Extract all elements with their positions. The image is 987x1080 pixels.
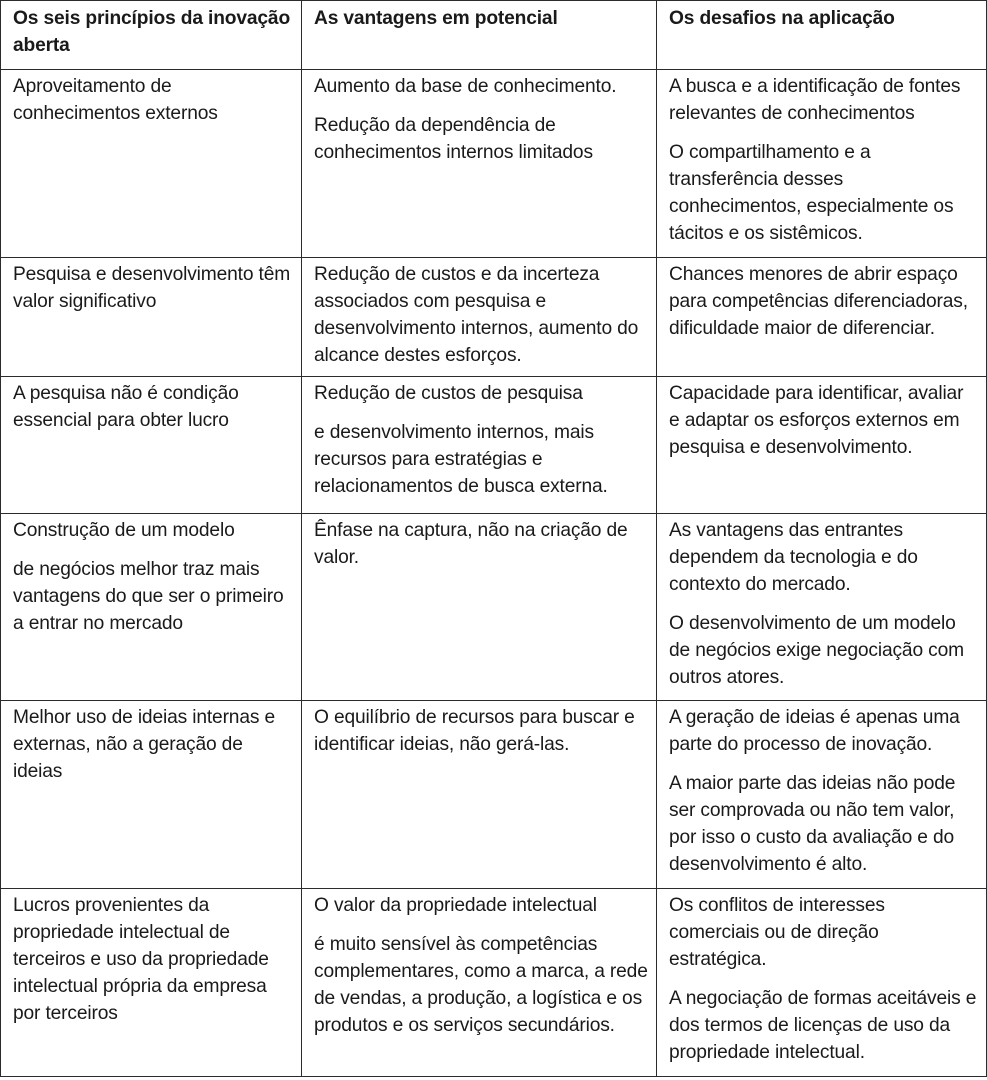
advantages-cell [302,377,657,514]
cell-paragraph: Redução de custos e da incerteza associados com pesquisa e desenvolvimento internos, aumento do alcance destes esforços. [314,264,639,366]
cell-paragraph: Chances menores de abrir espaço para competências diferenciadoras, dificuldade maior de diferenciar. [669,264,968,339]
cell-paragraph: O compartilhamento e a transferência desses conhecimentos, especialmente os tácitos e os sistêmicos. [669,142,954,244]
cell-paragraph: A busca e a identificação de fontes relevantes de conhecimentos [669,76,961,124]
header-principles: Os seis princípios da inovação aberta [1,1,302,70]
principle-cell [1,258,302,377]
cell-paragraph: Os conflitos de interesses comerciais ou de direção estratégica. [669,895,885,970]
table-row [1,258,987,377]
advantages-cell [302,701,657,889]
cell-paragraph: A maior parte das ideias não pode ser comprovada ou não tem valor, por isso o custo da avaliação e do desenvolvimento é alto. [669,773,956,875]
advantages-cell [302,258,657,377]
cell-paragraph: e desenvolvimento internos, mais recursos para estratégias e relacionamentos de busca externa. [314,422,608,497]
cell-paragraph: Melhor uso de ideias internas e externas, não a geração de ideias [13,707,275,782]
cell-paragraph: Redução de custos de pesquisa [314,383,583,404]
cell-paragraph: Lucros provenientes da propriedade intelectual de terceiros e uso da propriedade intelectual própria da empresa por terceiros [13,895,269,1024]
header-challenges: Os desafios na aplicação [657,1,987,70]
challenges-cell [657,258,987,377]
table-row [1,889,987,1077]
cell-paragraph: O desenvolvimento de um modelo de negócios exige negociação com outros atores. [669,613,964,688]
advantages-cell [302,70,657,258]
advantages-cell [302,514,657,701]
principle-cell [1,514,302,701]
cell-paragraph: A pesquisa não é condição essencial para obter lucro [13,383,239,431]
principle-cell [1,889,302,1077]
cell-paragraph: Ênfase na captura, não na criação de valor. [314,520,628,568]
cell-paragraph: As vantagens das entrantes dependem da tecnologia e do contexto do mercado. [669,520,918,595]
challenges-cell [657,377,987,514]
principle-cell [1,377,302,514]
principle-cell [1,701,302,889]
cell-paragraph: Redução da dependência de conhecimentos internos limitados [314,115,593,163]
table-row [1,514,987,701]
challenges-cell [657,889,987,1077]
cell-paragraph: Pesquisa e desenvolvimento têm valor significativo [13,264,291,312]
cell-paragraph: O equilíbrio de recursos para buscar e identificar ideias, não gerá-las. [314,707,635,755]
challenges-cell [657,701,987,889]
header-advantages: As vantagens em potencial [302,1,657,70]
table-row [1,701,987,889]
cell-paragraph: O valor da propriedade intelectual [314,895,597,916]
cell-paragraph: Aumento da base de conhecimento. [314,76,617,97]
cell-paragraph: é muito sensível às competências complementares, como a marca, a rede de vendas, a produção, a logística e os produtos e os serviços secundários. [314,934,648,1036]
table-row [1,377,987,514]
cell-paragraph: de negócios melhor traz mais vantagens do que ser o primeiro a entrar no mercado [13,559,284,634]
principle-cell [1,70,302,258]
table-row [1,70,987,258]
challenges-cell [657,514,987,701]
cell-paragraph: Aproveitamento de conhecimentos externos [13,76,218,124]
header-row [1,1,987,70]
advantages-cell [302,889,657,1077]
challenges-cell [657,70,987,258]
cell-paragraph: Construção de um modelo [13,520,235,541]
cell-paragraph: A negociação de formas aceitáveis e dos termos de licenças de uso da propriedade intelectual. [669,988,977,1063]
cell-paragraph: Capacidade para identificar, avaliar e adaptar os esforços externos em pesquisa e desenvolvimento. [669,383,964,458]
cell-paragraph: A geração de ideias é apenas uma parte do processo de inovação. [669,707,960,755]
